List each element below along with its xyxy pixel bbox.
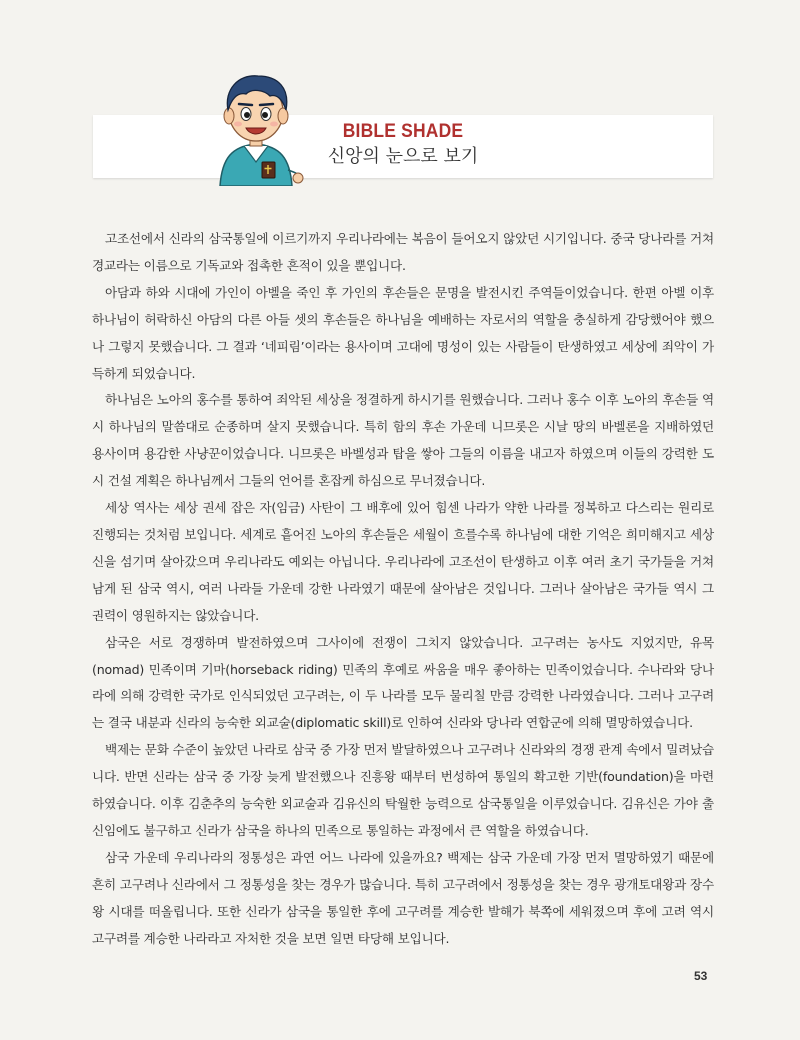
body-paragraph: 세상 역사는 세상 권세 잡은 자(임금) 사탄이 그 배후에 있어 힘센 나라가 약한 나라를 정복하고 다스리는 원리로 진행되는 것처럼 보입니다. 세계로 흩어진 노아의 후손들은 세월이 흐를수록 하나님에 대한 기억은 희미해지고 세상 신을 섬기며 살아갔으며 우리나라도 예외는 아닙니다. 우리나라에 고조선이 탄생하고 이후 여러 초기 국가들을 거쳐 남게 된 삼국 역시, 여러 나라들 가운데 강한 나라였기 때문에 살아남은 것입니다. 그러나 살아남은 국가들 역시 그 권력이 영원하지는 않았습니다. [92,500,714,623]
body-paragraph: 아담과 하와 시대에 가인이 아벨을 죽인 후 가인의 후손들은 문명을 발전시킨 주역들이었습니다. 한편 아벨 이후 하나님이 허락하신 아담의 다른 아들 셋의 후손들은 하나님을 예배하는 자로서의 역할을 충실하게 감당했어야 했으나 그렇지 못했습니다. 그 결과 ‘네피림’이라는 용사이며 고대에 명성이 있는 사람들이 탄생하였고 세상에 죄악이 가득하게 되었습니다. [92,284,714,381]
body-paragraph: 삼국 가운데 우리나라의 정통성은 과연 어느 나라에 있을까요? 백제는 삼국 가운데 가장 먼저 멸망하였기 때문에 흔히 고구려나 신라에서 그 정통성을 찾는 경우가 많습니다. 특히 고구려에서 정통성을 찾는 경우 광개토대왕과 장수왕 시대를 떠올립니다. 또한 신라가 삼국을 통일한 후에 고구려를 계승한 발해가 북쪽에 세워졌으며 후에 고려 역시 고구려를 계승한 나라라고 자처한 것을 보면 일면 타당해 보입니다. [92,849,714,946]
page-number: 53 [694,969,708,983]
body-paragraph: 하나님은 노아의 홍수를 통하여 죄악된 세상을 정결하게 하시기를 원했습니다. 그러나 홍수 이후 노아의 후손들 역시 하나님의 말씀대로 순종하며 살지 못했습니다. 특히 함의 후손 가운데 니므롯은 시날 땅의 바벨론을 지배하였던 용사이며 용감한 사냥꾼이었습니다. 니므롯은 바벨성과 탑을 쌓아 그들의 이름을 내고자 하였으며 이들의 강력한 도시 건설 계획은 하나님께서 그들의 언어를 혼잡케 하심으로 무너졌습니다. [92,392,714,489]
body-paragraph: 백제는 문화 수준이 높았던 나라로 삼국 중 가장 먼저 발달하였으나 고구려나 신라와의 경쟁 관계 속에서 밀려났습니다. 반면 신라는 삼국 중 가장 늦게 발전했으나 진흥왕 때부터 번성하여 통일의 확고한 기반(foundation)을 마련하였습니다. 이후 김춘추의 능숙한 외교술과 김유신의 탁월한 능력으로 삼국통일을 이루었습니다. 김유신은 가야 출신임에도 불구하고 신라가 삼국을 하나의 민족으로 통일하는 과정에서 큰 역할을 하였습니다. [92,742,714,838]
body-paragraph: 삼국은 서로 경쟁하며 발전하였으며 그사이에 전쟁이 그치지 않았습니다. 고구려는 농사도 지었지만, 유목(nomad) 민족이며 기마(horseback riding) 민족의 후예로 싸움을 매우 좋아하는 민족이었습니다. 수나라와 당나라에 의해 강력한 국가로 인식되었던 고구려는, 이 두 나라를 모두 물리칠 만큼 강력한 나라였습니다. 그러나 고구려는 결국 내분과 신라의 능숙한 외교술(diplomatic skill)로 인하여 신라와 당나라 연합군에 의해 멸망하였습니다. [92,634,714,731]
body-paragraph: 고조선에서 신라의 삼국통일에 이르기까지 우리나라에는 복음이 들어오지 않았던 시기입니다. 중국 당나라를 거쳐 경교라는 이름으로 기독교와 접촉한 흔적이 있을 뿐입니다. [92,231,714,273]
header-title-ko: 신앙의 눈으로 보기 [327,146,479,167]
header-title-en: BIBLE SHADE [342,121,464,142]
body-text [92,226,714,952]
header-titles [93,120,713,169]
